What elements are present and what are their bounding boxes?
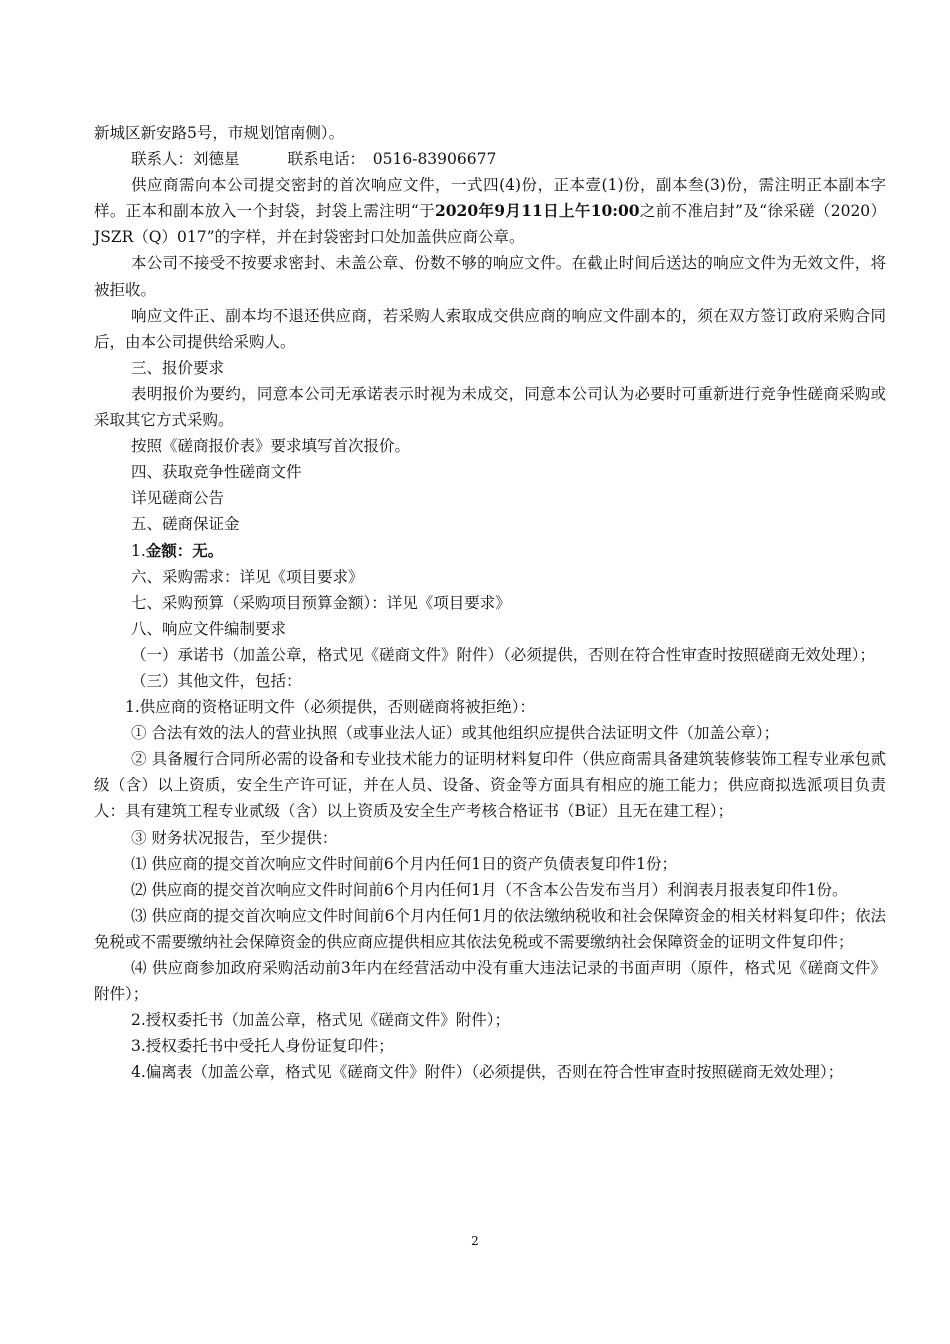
paragraph: 按照《磋商报价表》要求填写首次报价。 xyxy=(131,437,411,456)
list-item: ② 具备履行合同所必需的设备和专业技术能力的证明材料复印件（供应商需具备建筑装修装饰工程专业承包贰级（含）以上资质，安全生产许可证，并在人员、设备、资金等方面具有相应的施工能力；供应商拟选派项目负责人：具有建筑工程专业贰级（含）以上资质及安全生产考核合格证书（B证）且无在建工程）； xyxy=(94,750,886,821)
document-body xyxy=(94,120,886,1085)
list-item: 2.授权委托书（加盖公章，格式见《磋商文件》附件）； xyxy=(131,1011,511,1030)
list-item: 4.偏离表（加盖公章，格式见《磋商文件》附件）（必须提供，否则在符合性审查时按照磋商无效处理）； xyxy=(131,1063,844,1082)
paragraph: 响应文件正、副本均不退还供应商，若采购人索取成交供应商的响应文件副本的，须在双方签订政府采购合同后，由本公司提供给采购人。 xyxy=(94,306,886,351)
section-heading: 七、采购预算（采购项目预算金额）：详见《项目要求》 xyxy=(131,593,511,612)
section-heading: 六、采购需求：详见《项目要求》 xyxy=(131,567,364,586)
deadline-date: 2020年9月11日上午10:00 xyxy=(434,201,640,221)
list-item: ③ 财务状况报告，至少提供： xyxy=(131,828,338,847)
section-heading: 八、响应文件编制要求 xyxy=(131,619,287,638)
list-item: ⑷ 供应商参加政府采购活动前3年内在经营活动中没有重大违法记录的书面声明（原件，格式见《磋商文件》附件）； xyxy=(94,959,886,1004)
list-item: （一）承诺书（加盖公章，格式见《磋商文件》附件）（必须提供，否则在符合性审查时按照磋商无效处理）； xyxy=(131,645,876,664)
paragraph: 表明报价为要约，同意本公司无承诺表示时视为未成交，同意本公司认为必要时可重新进行竞争性磋商采购或采取其它方式采购。 xyxy=(94,384,886,430)
contact-person: 联系人：刘德星 xyxy=(131,150,240,169)
contact-line xyxy=(94,146,886,172)
page-number: 2 xyxy=(471,1234,479,1248)
list-item: （三）其他文件，包括： xyxy=(131,671,302,690)
paragraph: 详见磋商公告 xyxy=(131,489,225,508)
list-item: ⑵ 供应商的提交首次响应文件时间前6个月内任何1月（不含本公告发布当月）利润表月报表复印件1份。 xyxy=(131,880,848,899)
paragraph: 本公司不接受不按要求密封、未盖公章、份数不够的响应文件。在截止时间后送达的响应文件为无效文件，将被拒收。 xyxy=(94,254,886,299)
section-heading: 四、获取竞争性磋商文件 xyxy=(131,463,302,482)
paragraph-sealing: 供应商需向本公司提交密封的首次响应文件，一式四(4)份，正本壹(1)份，副本叁(3)份，需注明正本副本字样。正本和副本放入一个封袋，封袋上需注明“于2020年9月11日上午10:00之前不准启封”及“徐采磋（2020）JSZR（Q）017”的字样，并在封袋密封口处加盖供应商公章。 xyxy=(94,176,887,247)
list-item: 3.授权委托书中受托人身份证复印件； xyxy=(131,1037,394,1056)
list-item: 1.供应商的资格证明文件（必须提供，否则磋商将被拒绝）： xyxy=(125,698,536,717)
section-heading: 三、报价要求 xyxy=(131,358,225,377)
paragraph: 新城区新安路5号，市规划馆南侧）。 xyxy=(94,124,345,142)
section-heading: 五、磋商保证金 xyxy=(131,515,240,534)
list-item: ⑶ 供应商的提交首次响应文件时间前6个月内任何1月的依法缴纳税收和社会保障资金的相关材料复印件；依法免税或不需要缴纳社会保障资金的供应商应提供相应其依法免税或不需要缴纳社会保障资金的证明文件复印件； xyxy=(94,906,886,951)
deposit-amount: 1.金额：无。 xyxy=(131,540,224,560)
contact-phone: 联系电话： 0516-83906677 xyxy=(287,150,497,169)
list-item: ① 合法有效的法人的营业执照（或事业法人证）或其他组织应提供合法证明文件（加盖公章）； xyxy=(131,724,780,743)
list-item: ⑴ 供应商的提交首次响应文件时间前6个月内任何1日的资产负债表复印件1份； xyxy=(131,854,678,873)
